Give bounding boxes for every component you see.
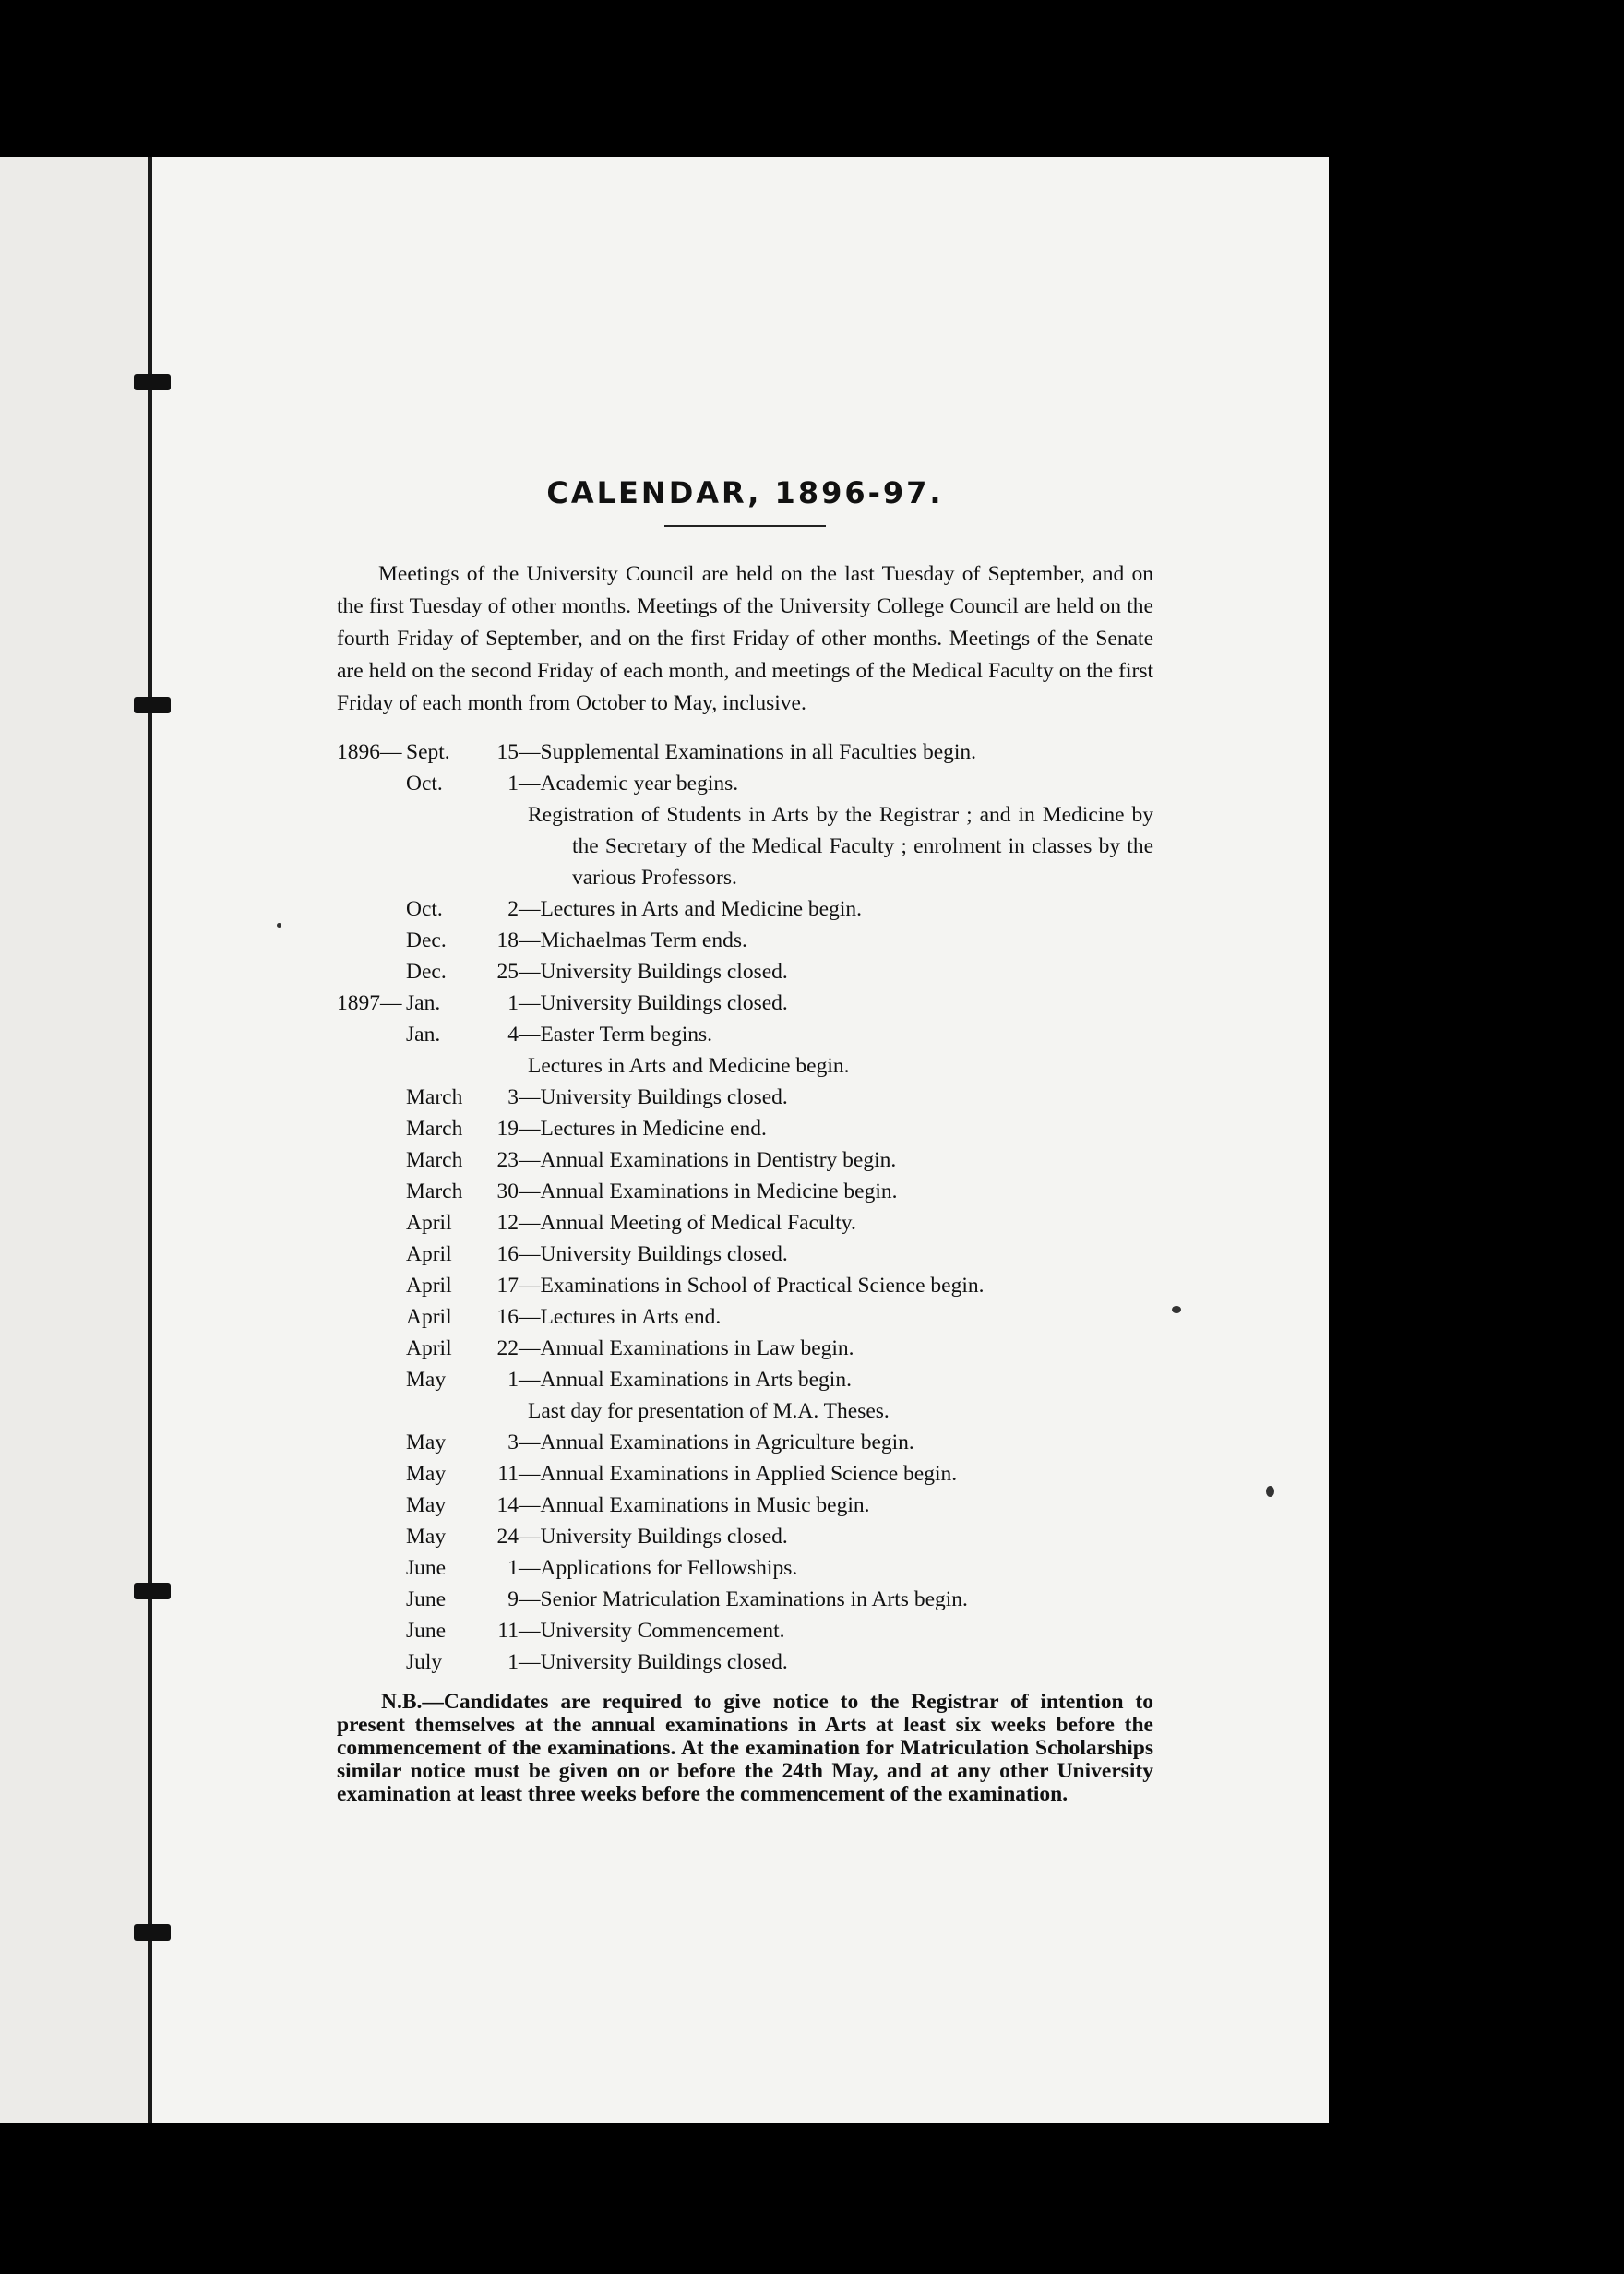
entry-day: 23 — [496, 1148, 519, 1172]
ink-speck — [1266, 1486, 1274, 1497]
calendar-entry — [337, 1615, 1153, 1646]
entry-event: —University Buildings closed. — [519, 1525, 788, 1549]
entry-day: 1 — [508, 1556, 519, 1580]
ink-speck — [277, 923, 281, 928]
entry-day: 11 — [497, 1619, 519, 1643]
entry-event: —Michaelmas Term ends. — [519, 928, 747, 952]
calendar-entry — [337, 1521, 1153, 1552]
entry-month: Oct. — [406, 772, 443, 796]
entry-event: —Lectures in Medicine end. — [519, 1117, 767, 1141]
entry-day: 22 — [496, 1336, 519, 1360]
entry-event: —University Buildings closed. — [519, 1242, 788, 1266]
entry-day: 17 — [496, 1274, 519, 1298]
calendar-entry — [337, 1144, 1153, 1176]
entry-month: April — [406, 1274, 452, 1298]
calendar-entry — [337, 987, 1153, 1019]
entry-day: 1 — [508, 1650, 519, 1674]
entry-day: 16 — [496, 1305, 519, 1329]
entry-month: April — [406, 1305, 452, 1329]
entry-month: April — [406, 1211, 452, 1235]
scanned-page — [0, 157, 1329, 2123]
entry-month: June — [406, 1556, 447, 1580]
calendar-entry — [337, 1019, 1153, 1050]
entry-month: June — [406, 1619, 447, 1643]
calendar-content — [337, 475, 1153, 1828]
entry-event: —University Buildings closed. — [519, 991, 788, 1015]
entry-event: Lectures in Arts and Medicine begin. — [528, 1054, 850, 1078]
calendar-entry — [337, 1050, 1153, 1082]
calendar-entry — [337, 1552, 1153, 1584]
entry-event: —University Buildings closed. — [519, 960, 788, 984]
entry-day: 16 — [496, 1242, 519, 1266]
entry-day: 1 — [508, 772, 519, 796]
entry-day: 30 — [496, 1179, 519, 1203]
entry-month: April — [406, 1336, 452, 1360]
entry-month: March — [406, 1085, 463, 1109]
calendar-entry — [337, 1113, 1153, 1144]
page-title: CALENDAR, 1896-97. — [546, 475, 944, 510]
note-paragraph: N.B.—Candidates are required to give notice to the Registrar of intention to present themselves at the annual examinations in Arts at least six weeks before the commencement of the examinations. At the examination for Matriculation Scholarships similar notice must be given on or before the 24th May, and at any other University examination at least three weeks before the commencement of the examination. — [337, 1690, 1153, 1806]
entry-day: 4 — [508, 1023, 519, 1047]
calendar-entry — [337, 1082, 1153, 1113]
calendar-entry — [337, 736, 1153, 768]
entry-event: Registration of Students in Arts by the Registrar ; and in Medicine by the Secretary of the Medical Faculty ; enrolment in classes by the various Professors. — [528, 803, 1153, 890]
entry-event: —Annual Examinations in Law begin. — [519, 1336, 854, 1360]
entry-event: —Applications for Fellowships. — [519, 1556, 798, 1580]
entry-event: —Annual Examinations in Medicine begin. — [519, 1179, 898, 1203]
entry-event: —Supplemental Examinations in all Faculties begin. — [519, 740, 977, 764]
entry-month: Dec. — [406, 928, 447, 952]
entry-month: Dec. — [406, 960, 447, 984]
entry-event: —Annual Examinations in Applied Science begin. — [519, 1462, 958, 1486]
entry-month: May — [406, 1493, 447, 1517]
calendar-entry — [337, 893, 1153, 925]
entry-month: March — [406, 1117, 463, 1141]
binding-clip — [134, 1924, 171, 1941]
binding-clip — [134, 697, 171, 713]
entry-event: Last day for presentation of M.A. Theses. — [528, 1399, 890, 1423]
entry-event: —University Buildings closed. — [519, 1650, 788, 1674]
entry-month: Oct. — [406, 897, 443, 921]
title-rule — [664, 525, 826, 527]
calendar-entry — [337, 1458, 1153, 1490]
entry-event: —Lectures in Arts end. — [519, 1305, 722, 1329]
entry-month: May — [406, 1462, 447, 1486]
entry-day: 25 — [496, 960, 519, 984]
entry-day: 15 — [496, 740, 519, 764]
entry-event: —Annual Examinations in Dentistry begin. — [519, 1148, 897, 1172]
binding-clip — [134, 374, 171, 390]
entry-day: 19 — [496, 1117, 519, 1141]
calendar-entry — [337, 1395, 1153, 1427]
binding-clip — [134, 1583, 171, 1599]
entry-day: 12 — [496, 1211, 519, 1235]
ink-speck — [1172, 1306, 1181, 1313]
entry-month: March — [406, 1179, 463, 1203]
entry-year: 1897— — [337, 991, 402, 1015]
entry-day: 2 — [508, 897, 519, 921]
entry-month: July — [406, 1650, 443, 1674]
entry-month: Jan. — [406, 991, 441, 1015]
entry-day: 24 — [496, 1525, 519, 1549]
entry-event: —Annual Meeting of Medical Faculty. — [519, 1211, 856, 1235]
entry-month: May — [406, 1368, 447, 1392]
entry-day: 1 — [508, 991, 519, 1015]
entry-month: April — [406, 1242, 452, 1266]
entry-event: —Annual Examinations in Music begin. — [519, 1493, 870, 1517]
entry-month: June — [406, 1587, 447, 1611]
entry-day: 9 — [508, 1587, 519, 1611]
calendar-entry — [337, 1490, 1153, 1521]
entry-event: —University Commencement. — [519, 1619, 785, 1643]
entry-day: 14 — [496, 1493, 519, 1517]
calendar-entry — [337, 1584, 1153, 1615]
entry-event: —Academic year begins. — [519, 772, 739, 796]
calendar-entry — [337, 799, 1153, 893]
entry-day: 3 — [508, 1430, 519, 1454]
entry-day: 11 — [497, 1462, 519, 1486]
calendar-entry — [337, 925, 1153, 956]
calendar-entry — [337, 1646, 1153, 1678]
calendar-entry — [337, 1207, 1153, 1239]
calendar-entry — [337, 1176, 1153, 1207]
entry-day: 1 — [508, 1368, 519, 1392]
entry-day: 18 — [496, 928, 519, 952]
entry-month: March — [406, 1148, 463, 1172]
entry-event: —University Buildings closed. — [519, 1085, 788, 1109]
entry-month: Jan. — [406, 1023, 441, 1047]
entry-event: —Annual Examinations in Agriculture begin. — [519, 1430, 914, 1454]
calendar-entry — [337, 1301, 1153, 1333]
entry-year: 1896— — [337, 740, 402, 764]
calendar-entry — [337, 1270, 1153, 1301]
entry-month: Sept. — [406, 740, 450, 764]
entry-month: May — [406, 1525, 447, 1549]
calendar-entry — [337, 768, 1153, 799]
calendar-entry — [337, 1427, 1153, 1458]
calendar-entry — [337, 1333, 1153, 1364]
entry-event: —Lectures in Arts and Medicine begin. — [519, 897, 862, 921]
entry-month: May — [406, 1430, 447, 1454]
calendar-entry — [337, 956, 1153, 987]
entry-event: —Senior Matriculation Examinations in Arts begin. — [519, 1587, 968, 1611]
calendar-entry — [337, 1239, 1153, 1270]
calendar-entries — [337, 736, 1153, 1678]
left-page-edge — [0, 157, 152, 2123]
entry-event: —Easter Term begins. — [519, 1023, 713, 1047]
entry-event: —Annual Examinations in Arts begin. — [519, 1368, 852, 1392]
calendar-entry — [337, 1364, 1153, 1395]
entry-day: 3 — [508, 1085, 519, 1109]
intro-paragraph: Meetings of the University Council are held on the last Tuesday of September, and on the first Tuesday of other months. Meetings of the University College Council are held on the fourth Friday of September, and on the first Friday of other months. Meetings of the Senate are held on the second Friday of each month, and meetings of the Medical Faculty on the first Friday of each month from October to May, inclusive. — [337, 562, 1153, 715]
entry-event: —Examinations in School of Practical Science begin. — [519, 1274, 985, 1298]
